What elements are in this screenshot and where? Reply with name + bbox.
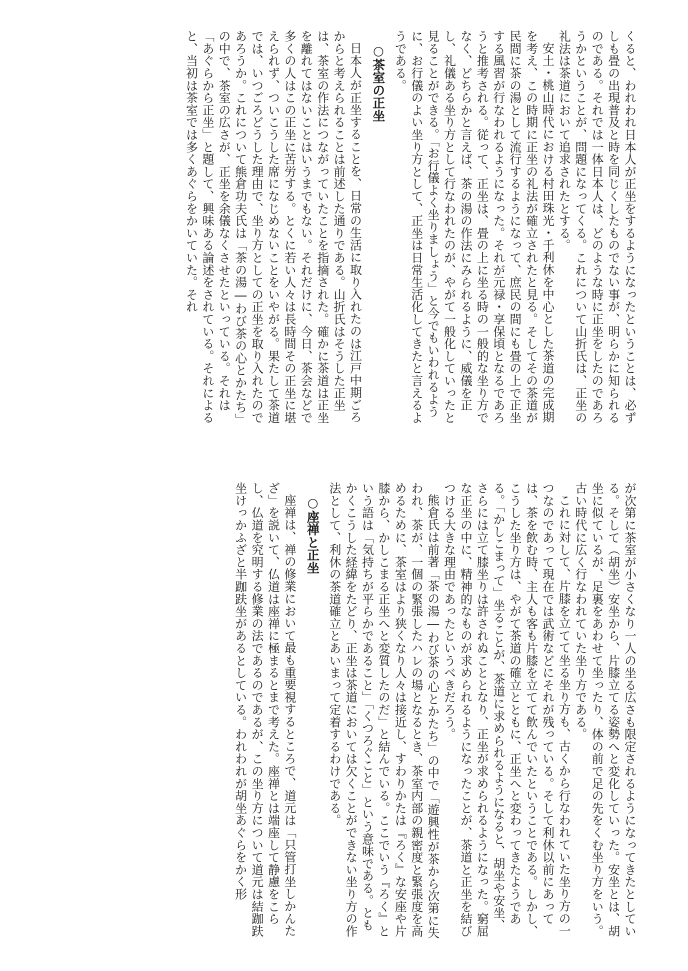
upper-paragraph-1: くると、われわれ日本人が正坐をするようになったということは、必ずしも畳の出現普及と時を同じくしたものでない事が、明らかに知られるのである。それでは一体日本人は、どのような時に正坐をしたのであろうかということが、問題になってくる。これについて山折氏は、正坐の礼法は茶道において追求されたとする。 bbox=[557, 30, 637, 424]
lower-text-block bbox=[53, 482, 638, 942]
upper-paragraph-3: 日本人が正坐することを、日常の生活に取り入れたのは江戸中期ごろからと考えられることは前述した通りである。山折氏はそうした正坐は、茶室の作法につながっていたことを指摘された。確かに茶道は正坐を離れてはないことはいうまでもない。それだけに、今日、茶会などで多くの人はこの正坐に苦労する。とくに若い人々は長時間その正坐に堪えられず、ついこうした席になじめないことをいやがる。果たして茶道では、いつごろどうした理由で、坐り方としての正坐を取り入れたのであろうか。これについて熊倉功夫氏は「茶の湯―わび茶の心とかたち」の中で、茶室の広さが、正坐を余儀なくさせたといっている。それは「あぐらから正坐」と題して、興味ある論述をされている。それによると、当初は茶室では多くあぐらをかいていた。それ bbox=[184, 30, 363, 424]
lower-paragraph-1: が次第に茶室が小さくなり一人の坐る広さも限定されるようになってきたとしている。そして（胡坐）安坐から、片膝立てる姿勢へと変化していった。安坐とは、胡坐に似ているが、足裏をあわせて坐ったり、体の前で足の先をくむ坐り方をいう。古い時代に広く行なわれていた坐り方である。 bbox=[573, 482, 637, 938]
upper-text-block bbox=[53, 30, 638, 425]
lower-paragraph-3: 熊倉氏は前著「茶の湯―わび茶の心とかたち」の中で「遊興性が茶から次第に失われ、茶が、一個の緊張したハレの場となるとき、茶室内部の親密度と緊張度を高めるために、茶室はより狭くなり人々は接近し、すわりかたは『ろく』な安座や片膝から、かしこまる正坐へと変質したのだ」と結んでいる。ここでいう『ろく』という語は「気持ちが平らかであること」「くつろぐこと」という意味である。ともかくこうした経緯をたどり、正坐は茶道においては欠くことができない坐り方の作法として、利休の茶道確立とあいまって定着するわけである。 bbox=[327, 482, 441, 939]
upper-paragraph-2: 安土・桃山時代における村田珠光・千利休を中心とした茶道の完成期を考え、この時期に正坐の礼法が確立されたと見る。そしてその茶道が民間に茶の湯として流行するようになって、庶民の間にも畳の上で正坐する風習が行なわれるようになった。それが元禄・享保頃となるであろうと推考される。従って、正坐は、畳の上に坐る時の一般的な坐り方でなく、どちらかと言えば、茶の湯の作法にみられるように、威儀を正し、礼儀ある坐り方として行なわれたのが、やがて一般化していったと見ることができる。「お行儀よく坐りましょう」と今でもいわれるように、お行儀のよい坐り方として、正坐は日常生活化してきたと言えるようである。 bbox=[393, 30, 555, 424]
section-gap bbox=[364, 30, 370, 425]
section-gap bbox=[298, 482, 304, 942]
section-heading-tea-room: ○茶室の正坐 bbox=[370, 42, 386, 122]
lower-paragraph-2: これに対して、片膝を立てて坐る坐り方も、古くから行なわれていた坐り方の一つなのであって現在では武術などにそれが残っている。そして利休以前にあっては、茶を飲む時、主人も客も片膝を立てて飲んでいたということである。しかし、こうした坐り方は、やがて茶道の確立とともに、正坐へと変わってきたようである。「かしこまって」坐ることが、茶道に求められるようになると、胡坐や安坐、さらには立て膝坐りは許されぬこととなり、正坐が求められるようになった。窮屈な正坐の中に、精神的なものが求められるようになったことが、茶道と正坐を結びつける大きな理由であったというべきだろう。 bbox=[442, 482, 572, 938]
lower-paragraph-4: 座禅は、禅の修業において最も重要視するところで、道元は「只管打坐しかんたざ」を説いて、仏道は座禅に極まるとまで考えた。座禅とは端座して静慮をこらし、仏道を究明する修業の法であるのであるが、この坐り方について道元は結跏趺坐けっかふざと半跏趺坐があるとしている。われわれが胡坐あぐらをかく形 bbox=[233, 482, 297, 938]
section-heading-zazen: ○座禅と正坐 bbox=[305, 494, 321, 574]
